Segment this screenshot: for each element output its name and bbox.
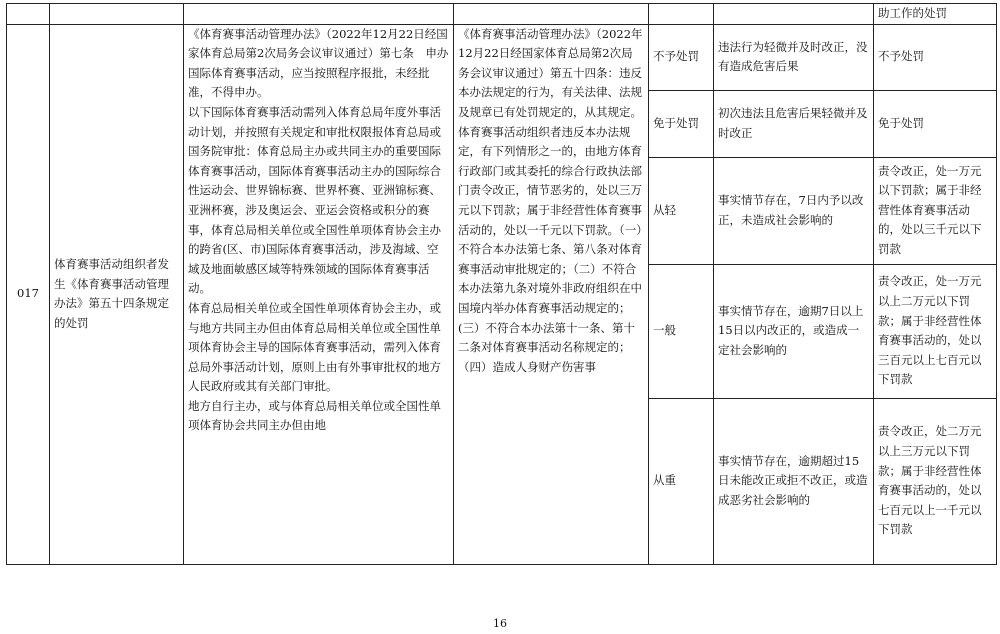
level-cell — [649, 264, 714, 398]
level-text: 免于处罚 — [653, 115, 699, 130]
page-number: 16 — [493, 617, 507, 630]
circumstance-cell — [714, 90, 874, 157]
penalty-cell — [874, 157, 997, 264]
level-cell — [649, 90, 714, 157]
penalty-text: 不予处罚 — [878, 49, 924, 64]
level-text: 从重 — [653, 473, 676, 488]
penalty-cell — [874, 264, 997, 398]
prev-circumstance-cell — [714, 4, 874, 25]
basis-set-text: 《体育赛事活动管理办法》（2022年12月22日经国家体育总局第2次局务会议审议通过）第七条 申办国际体育赛事活动，应当按照程序报批，未经批准，不得申办。 以下国际体育赛事活动需列入体育总局年度外事活动计划，并按照有关规定和审批权限报体育总局或国务院审批：体育总局主办或共同主办的重要国际体育赛事活动，国际体育赛事活动主办的国际综合性运动会、世界锦标赛、世界杯赛、亚洲锦标赛、亚洲杯赛，涉及奥运会、亚运会资格或积分的赛事，体育总局相关单位或全国性单项体育协会主办的跨省(区、市)国际体育赛事活动，涉及海域、空域及地面敏感区域等特殊领域的国际体育赛事活动。 体育总局相关单位或全国性单项体育协会主办，或与地方共同主办但由体育总局相关单位或全国性单项体育协会主导的国际体育赛事活动，需列入体育总局外事活动计划，原则上由有外事审批权的地方人民政府或其有关部门审批。 地方自行主办，或与体育总局相关单位或全国性单项体育协会共同主办但由地 — [188, 26, 449, 433]
basis-set-cell — [184, 24, 454, 564]
circumstance-text: 事实情节存在，逾期7日以上15日以内改正的，或造成一定社会影响的 — [718, 303, 864, 357]
penalty-text: 免于处罚 — [878, 115, 924, 130]
row-number-cell — [7, 24, 50, 564]
penalty-text: 责令改正，处一万元以上二万元以下罚款；属于非经营性体育赛事活动的，处以三百元以上七百元以下罚款 — [878, 274, 982, 387]
level-cell — [649, 157, 714, 264]
item-name: 体育赛事活动组织者发生《体育赛事活动管理办法》第五十四条规定的处罚 — [54, 256, 169, 330]
level-text: 从轻 — [653, 202, 676, 217]
circumstance-cell — [714, 157, 874, 264]
penalty-cell — [874, 90, 997, 157]
prev-basis-set-cell — [184, 4, 454, 25]
circumstance-cell — [714, 24, 874, 90]
circumstance-text: 事实情节存在，7日内予以改正，未造成社会影响的 — [718, 193, 864, 227]
table-row — [7, 24, 997, 90]
penalty-cell — [874, 398, 997, 564]
circumstance-text: 初次违法且危害后果轻微并及时改正 — [718, 106, 868, 140]
previous-row-tail — [7, 4, 997, 25]
prev-level-cell — [649, 4, 714, 25]
level-cell — [649, 398, 714, 564]
circumstance-text: 违法行为轻微并及时改正，没有造成危害后果 — [718, 39, 868, 74]
prev-number-cell — [7, 4, 50, 25]
item-cell — [50, 24, 184, 564]
circumstance-cell — [714, 264, 874, 398]
penalty-cell — [874, 24, 997, 90]
penalty-standard-table — [6, 3, 997, 565]
circumstance-text: 事实情节存在，逾期超过15日未能改正或拒不改正，或造成恶劣社会影响的 — [718, 453, 868, 507]
level-text: 不予处罚 — [653, 49, 699, 64]
level-text: 一般 — [653, 323, 676, 338]
prev-penalty-text: 助工作的处罚 — [878, 6, 947, 20]
prev-item-cell — [50, 4, 184, 25]
penalty-text: 责令改正，处一万元以下罚款；属于非经营性体育赛事活动的，处以三千元以下罚款 — [878, 163, 982, 256]
basis-penalty-cell — [454, 24, 649, 564]
prev-basis-penalty-cell — [454, 4, 649, 25]
basis-penalty-text: 《体育赛事活动管理办法》（2022年12月22日经国家体育总局第2次局务会议审议通过）第五十四条：违反本办法规定的行为，有关法律、法规及规章已有处罚规定的，从其规定。 体育赛事活动组织者违反本办法规定，有下列情形之一的，由地方体育行政部门或其委托的综合行政执法部门责令改正，情节恶劣的，处以三万元以下罚款；属于非经营性体育赛事活动的，处以一千元以下罚款。（一）不符合本办法第七条、第八条对体育赛事活动审批规定的；（二）不符合本办法第九条对境外非政府组织在中国境内举办体育赛事活动规定的；(三）不符合本办法第十一条、第十二条对体育赛事活动名称规定的； （四）造成人身财产伤害事 — [458, 26, 643, 374]
penalty-text: 责令改正，处二万元以上三万元以下罚款；属于非经营性体育赛事活动的，处以七百元以上一千元以下罚款 — [878, 424, 982, 537]
prev-penalty-cell — [874, 4, 997, 25]
circumstance-cell — [714, 398, 874, 564]
level-cell — [649, 24, 714, 90]
row-number: 017 — [17, 286, 39, 301]
